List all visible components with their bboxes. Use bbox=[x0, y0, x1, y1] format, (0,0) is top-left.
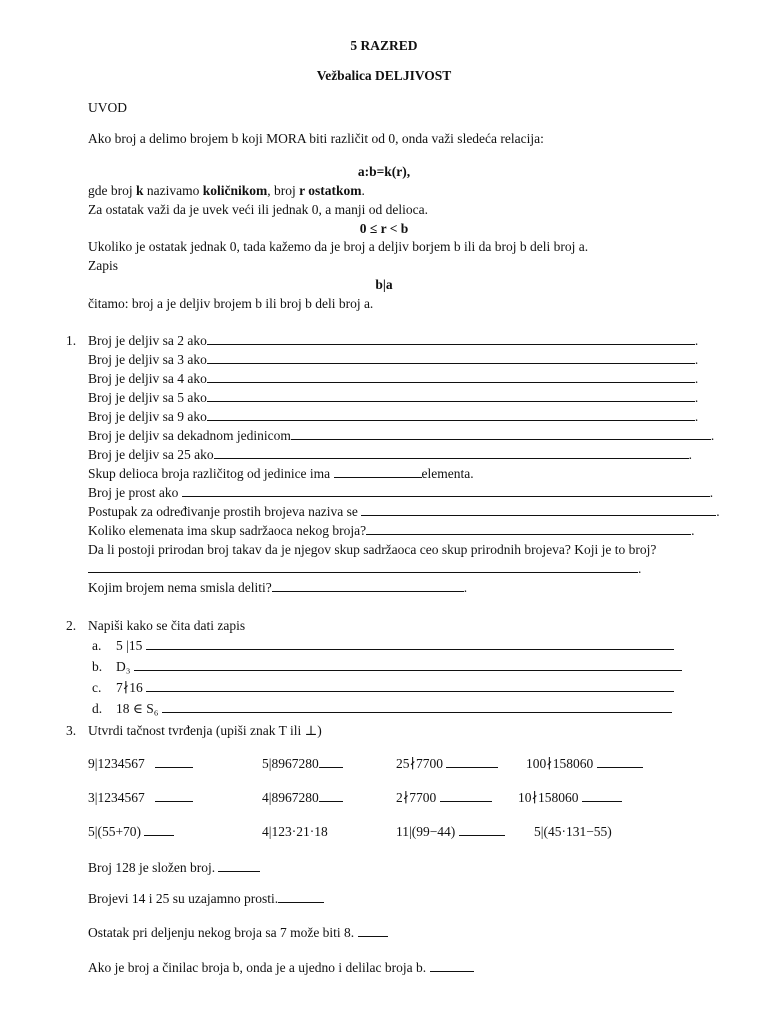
q3-statement: Ostatak pri deljenju nekog broja sa 7 može biti 8. bbox=[88, 925, 388, 941]
q1-natural-answer: . bbox=[88, 561, 641, 577]
q3-cell: 5|8967280 bbox=[262, 756, 343, 772]
q3-cell: 9|1234567 bbox=[88, 756, 193, 772]
q1-prime: Broj je prost ako . bbox=[88, 485, 714, 500]
q1-line: Broj je deljiv sa 2 ako . bbox=[88, 333, 699, 348]
q3-cell: 11|(99−44) bbox=[396, 824, 505, 840]
q2-item-label: a. bbox=[92, 638, 102, 653]
question-1-number: 1. bbox=[66, 333, 77, 348]
question-2-number: 2. bbox=[66, 618, 77, 633]
q3-cell: 5|(45·131−55) bbox=[534, 824, 612, 839]
intro-p5: Zapis bbox=[88, 258, 118, 273]
q2-item: D₃ bbox=[116, 659, 682, 675]
q3-cell: 3|1234567 bbox=[88, 790, 193, 806]
intro-p2: gde broj k nazivamo količnikom, broj r ostatkom. bbox=[88, 183, 365, 198]
page-subtitle: Vežbalica DELJIVOST bbox=[316, 68, 452, 83]
q3-cell: 4|8967280 bbox=[262, 790, 343, 806]
q1-natural: Da li postoji prirodan broj takav da je njegov skup sadržaoca ceo skup prirodnih brojeva? Koji je to broj? bbox=[88, 542, 657, 557]
q3-cell: 2∤7700 bbox=[396, 790, 492, 806]
q3-cell: 25∤7700 bbox=[396, 756, 498, 772]
formula-notation: b|a bbox=[375, 277, 393, 292]
q3-statement: Broj 128 je složen broj. bbox=[88, 860, 260, 876]
intro-p1: Ako broj a delimo brojem b koji MORA biti različit od 0, onda važi sledeća relacija: bbox=[88, 131, 544, 146]
page-title: 5 RAZRED bbox=[350, 38, 418, 53]
q1-line: Broj je deljiv sa 5 ako . bbox=[88, 390, 699, 405]
intro-p3: Za ostatak važi da je uvek veći ili jednak 0, a manji od delioca. bbox=[88, 202, 428, 217]
q3-statement: Brojevi 14 i 25 su uzajamno prosti. bbox=[88, 891, 324, 907]
formula-division: a:b=k(r), bbox=[357, 164, 411, 179]
q3-cell: 10∤158060 bbox=[518, 790, 622, 806]
q1-line: Broj je deljiv sa 3 ako . bbox=[88, 352, 699, 367]
q2-item-label: b. bbox=[92, 659, 103, 674]
q3-cell: 5|(55+70) bbox=[88, 824, 174, 840]
q1-line: Broj je deljiv sa 4 ako . bbox=[88, 371, 699, 386]
intro-p6: čitamo: broj a je deljiv brojem b ili broj b deli broj a. bbox=[88, 296, 374, 311]
q2-title: Napiši kako se čita dati zapis bbox=[88, 618, 246, 633]
q2-item: 7∤16 bbox=[116, 680, 674, 696]
q3-title: Utvrdi tačnost tvrđenja (upiši znak T ili ⊥) bbox=[88, 723, 322, 738]
q1-nosense: Kojim brojem nema smisla deliti? . bbox=[88, 580, 468, 595]
q1-line: Broj je deljiv sa 25 ako . bbox=[88, 447, 692, 462]
q1-line: Broj je deljiv sa dekadnom jedinicom . bbox=[88, 428, 715, 443]
intro-p4: Ukoliko je ostatak jednak 0, tada kažemo da je broj a deljiv borjem b ili da broj b deli broj a. bbox=[88, 239, 589, 254]
q1-multiples: Koliko elemenata ima skup sadržaoca nekog broja? . bbox=[88, 523, 695, 538]
q2-item: 18 ∈ S₆ bbox=[116, 701, 672, 717]
q2-item-label: c. bbox=[92, 680, 102, 695]
q3-cell: 4|123·21·18 bbox=[262, 824, 328, 839]
q3-statement: Ako je broj a činilac broja b, onda je a ujedno i delilac broja b. bbox=[88, 960, 474, 976]
intro-heading: UVOD bbox=[88, 100, 127, 115]
q1-divisors: Skup delioca broja različitog od jedinice ima elementa. bbox=[88, 466, 474, 481]
formula-remainder: 0 ≤ r < b bbox=[359, 221, 409, 236]
q1-procedure: Postupak za određivanje prostih brojeva naziva se . bbox=[88, 504, 720, 519]
q1-line: Broj je deljiv sa 9 ako . bbox=[88, 409, 699, 424]
question-3-number: 3. bbox=[66, 723, 77, 738]
q2-item-label: d. bbox=[92, 701, 103, 716]
q3-cell: 100∤158060 bbox=[526, 756, 643, 772]
q2-item: 5 |15 bbox=[116, 638, 674, 654]
